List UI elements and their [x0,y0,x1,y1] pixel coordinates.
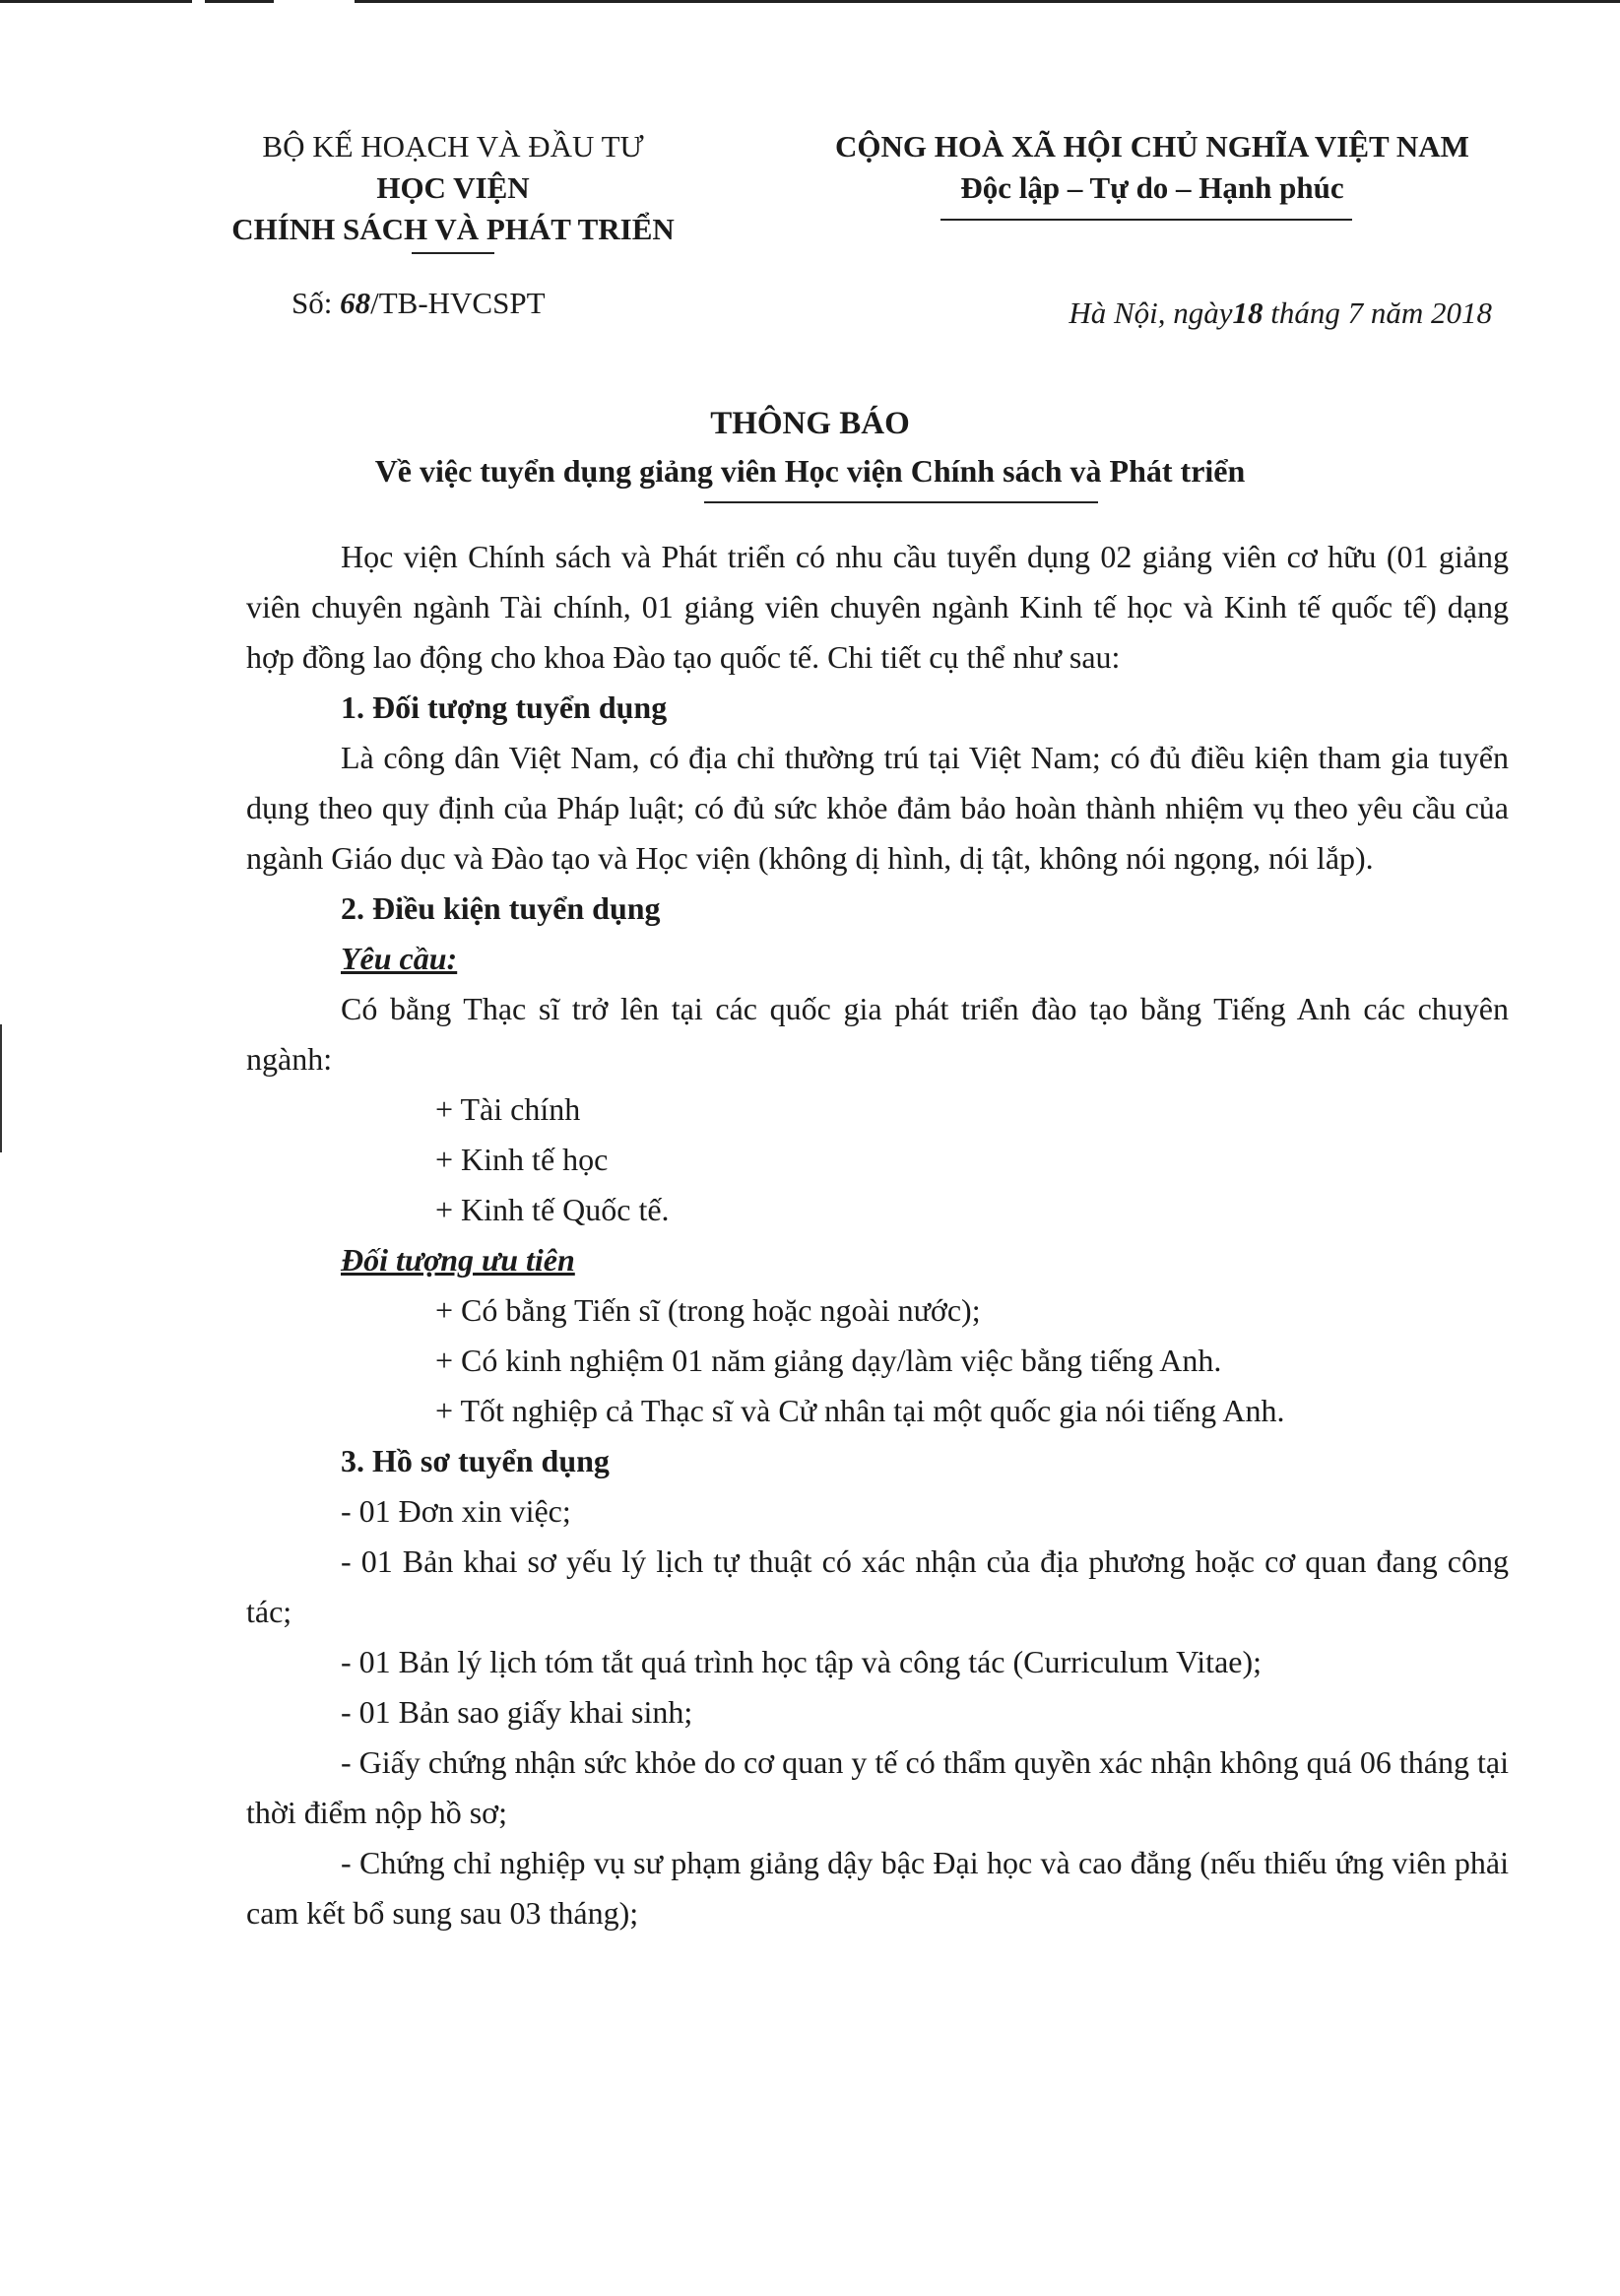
dossier-item: - Giấy chứng nhận sức khỏe do cơ quan y tế có thẩm quyền xác nhận không quá 06 tháng tại thời điểm nộp hồ sơ; [246,1744,1509,1830]
priority-item: + Có kinh nghiệm 01 năm giảng dạy/làm việc bằng tiếng Anh. [435,1343,1222,1378]
dossier-item: - 01 Bản sao giấy khai sinh; [341,1694,693,1730]
section-heading: 1. Đối tượng tuyển dụng [341,689,668,725]
doc-number-prefix: Số: [292,286,333,320]
section-paragraph: Là công dân Việt Nam, có địa chỉ thường trú tại Việt Nam; có đủ điều kiện tham gia tuyển dụng theo quy định của Pháp luật; có đủ sức khỏe đảm bảo hoàn thành nhiệm vụ theo yêu cầu của ngành Giáo dục và Đào tạo và Học viện (không dị hình, dị tật, không nói ngọng, nói lắp). [246,740,1509,876]
document-number [292,286,546,321]
agency-name-line2: CHÍNH SÁCH VÀ PHÁT TRIỂN [231,212,675,246]
major-item: + Kinh tế Quốc tế. [435,1192,670,1227]
issuing-agency-block [197,126,709,250]
scan-border-line [355,0,1620,3]
section-heading: 2. Điều kiện tuyển dụng [341,890,661,926]
scan-border-line [205,0,274,3]
handwritten-day: 18 [1232,295,1264,330]
priority-item: + Tốt nghiệp cả Thạc sĩ và Cử nhân tại một quốc gia nói tiếng Anh. [435,1393,1285,1428]
document-date [1069,295,1492,331]
requirements-label: Yêu cầu: [341,941,458,976]
subtitle-underline [704,501,1098,503]
motto-underline [940,219,1352,221]
document-body [246,532,1509,1938]
agency-name-line1: HỌC VIỆN [376,170,530,205]
section-heading: 3. Hồ sơ tuyển dụng [341,1443,610,1478]
date-suffix: tháng 7 năm 2018 [1270,295,1492,330]
document-subtitle: Về việc tuyển dụng giảng viên Học viện Chính sách và Phát triển [374,453,1246,489]
document-title: THÔNG BÁO [710,406,910,441]
dossier-item: - Chứng chỉ nghiệp vụ sư phạm giảng dậy bậc Đại học và cao đẳng (nếu thiếu ứng viên phải cam kết bổ sung sau 03 tháng); [246,1845,1509,1931]
dossier-item: - 01 Bản khai sơ yếu lý lịch tự thuật có xác nhận của địa phương hoặc cơ quan đang công tác; [246,1543,1509,1629]
nation-name: CỘNG HOÀ XÃ HỘI CHỦ NGHĨA VIỆT NAM [835,129,1469,164]
national-motto: Độc lập – Tự do – Hạnh phúc [960,170,1344,205]
scan-border-line [0,0,192,3]
ministry-name: BỘ KẾ HOẠCH VÀ ĐẦU TƯ [262,129,644,164]
major-item: + Tài chính [435,1091,581,1127]
intro-paragraph: Học viện Chính sách và Phát triển có nhu cầu tuyển dụng 02 giảng viên cơ hữu (01 giảng viên chuyên ngành Tài chính, 01 giảng viên chuyên ngành Kinh tế học và Kinh tế quốc tế) dạng hợp đồng lao động cho khoa Đào tạo quốc tế. Chi tiết cụ thể như sau: [246,539,1509,675]
handwritten-number: 68 [340,286,371,320]
agency-underline [412,252,494,254]
major-item: + Kinh tế học [435,1142,609,1177]
national-header-block [748,126,1556,209]
dossier-item: - 01 Bản lý lịch tóm tắt quá trình học tập và công tác (Curriculum Vitae); [341,1644,1263,1679]
priority-item: + Có bằng Tiến sĩ (trong hoặc ngoài nước); [435,1292,981,1328]
scan-edge-mark [0,1024,2,1152]
dossier-item: - 01 Đơn xin việc; [341,1493,571,1529]
requirements-text: Có bằng Thạc sĩ trở lên tại các quốc gia phát triển đào tạo bằng Tiếng Anh các chuyên ngành: [246,991,1509,1077]
date-prefix: Hà Nội, ngày [1069,295,1233,330]
priority-label: Đối tượng ưu tiên [341,1242,575,1278]
doc-number-suffix: /TB-HVCSPT [370,286,546,320]
